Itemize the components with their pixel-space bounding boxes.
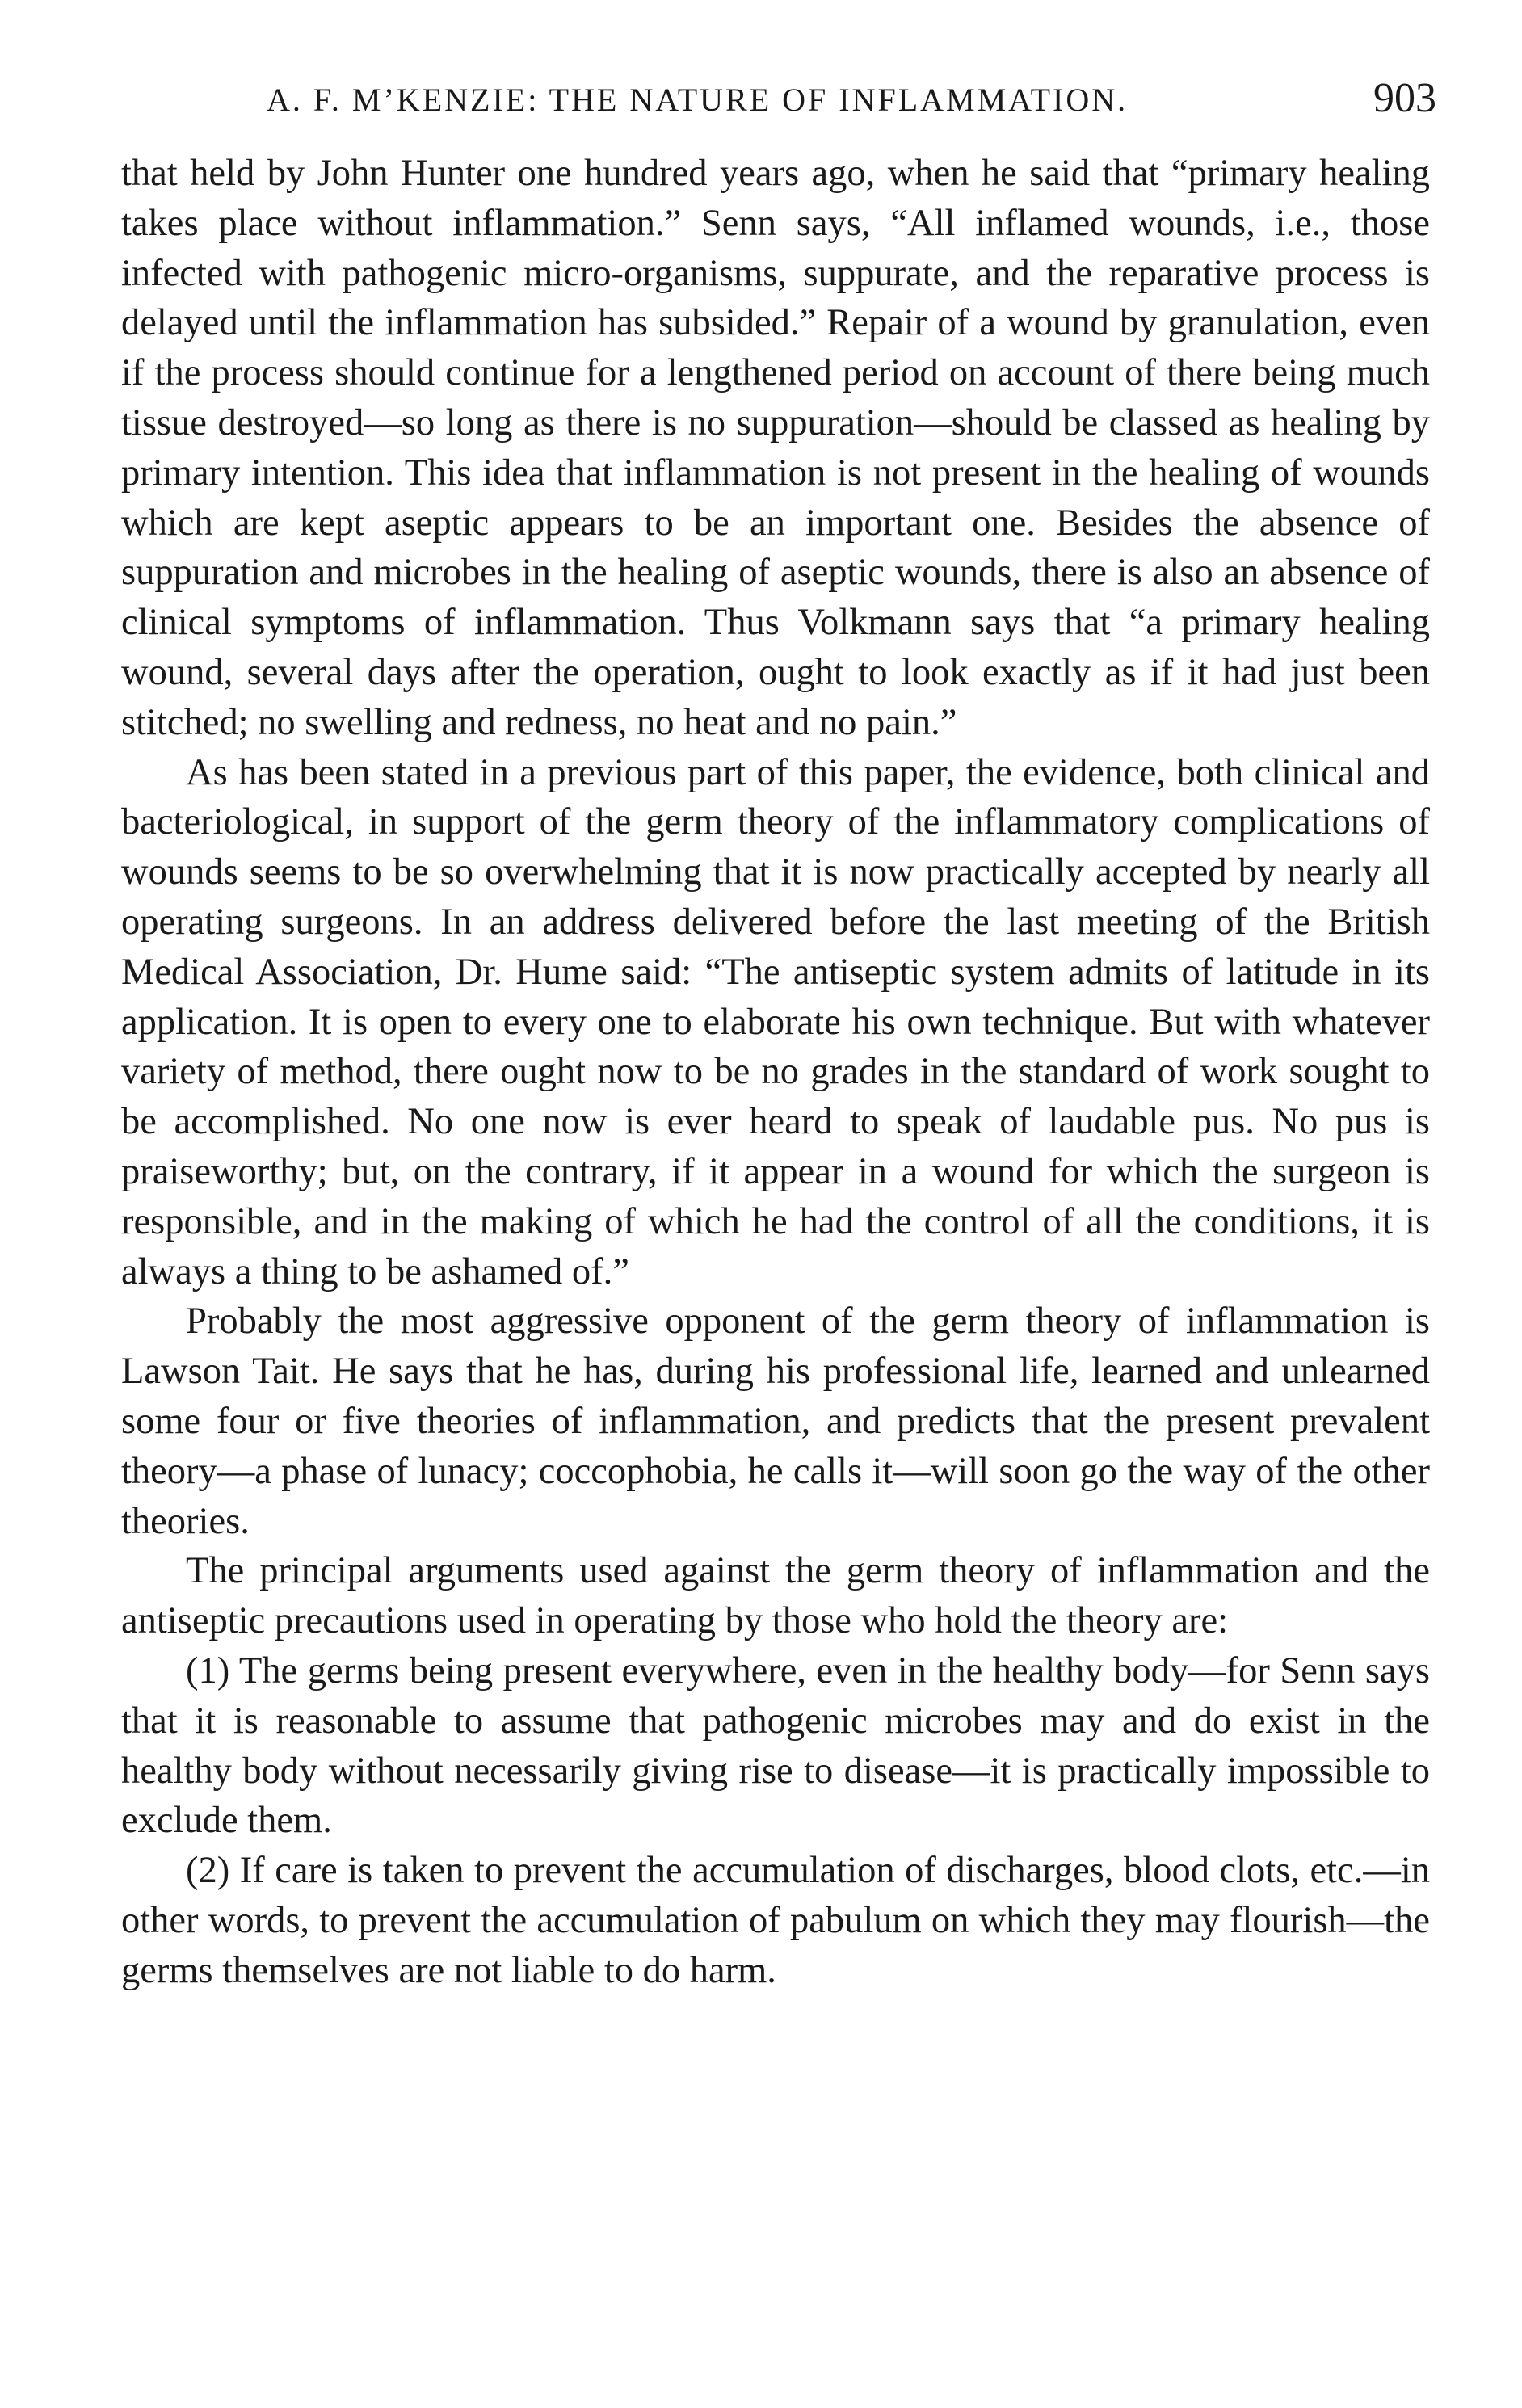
page-number: 903 <box>1373 75 1436 121</box>
paragraph: As has been stated in a previous part of this paper, the evidence, both clinical and bacteriological, in support of the germ theory of the inflammatory complications of wounds seems to be so overwhelming that it is now practically accepted by nearly all operating surgeons. In an address delivered before the last meeting of the British Medical Association, Dr. Hume said: “The antiseptic system admits of latitude in its application. It is open to every one to elaborate his own technique. But with whatever variety of method, there ought now to be no grades in the standard of work sought to be accomplished. No one now is ever heard to speak of laudable pus. No pus is praiseworthy; but, on the contrary, if it appear in a wound for which the surgeon is responsible, and in the making of which he had the control of all the conditions, it is always a thing to be ashamed of.” <box>121 751 1430 1292</box>
paragraph: The principal arguments used against the germ theory of inflammation and the antiseptic precautions used in operating by those who hold the theory are: <box>121 1550 1430 1642</box>
paragraph: that held by John Hunter one hundred years ago, when he said that “primary healing takes place without inflammation.” Senn says, “All inflamed wounds, i.e., those infected with pathogenic micro-organisms, suppurate, and the reparative process is delayed until the inflammation has subsided.” Repair of a wound by granulation, even if the process should continue for a lengthened period on account of there being much tissue destroyed—so long as there is no suppuration—should be classed as healing by primary intention. This idea that inflammation is not present in the healing of wounds which are kept aseptic appears to be an important one. Besides the absence of suppuration and microbes in the healing of aseptic wounds, there is also an absence of clinical symptoms of inflammation. Thus Volkmann says that “a primary healing wound, several days after the operation, ought to look exactly as if it had just been stitched; no swelling and redness, no heat and no pain.” <box>121 153 1430 743</box>
paragraph: (1) The germs being present everywhere, even in the healthy body—for Senn says that it is reasonable to assume that pathogenic microbes may and do exist in the healthy body without necessarily giving rise to disease—it is practically impossible to exclude them. <box>121 1649 1430 1842</box>
page <box>121 74 1436 1995</box>
running-head <box>121 74 1436 139</box>
paragraph: Probably the most aggressive opponent of the germ theory of inflammation is Lawson Tait. He says that he has, during his professional life, learned and unlearned some four or five theories of inflammation, and predicts that the present prevalent theory—a phase of lunacy; coccophobia, he calls it—will soon go the way of the other theories. <box>121 1301 1430 1542</box>
running-title: A. F. M’KENZIE: THE NATURE OF INFLAMMATION. <box>267 82 1129 118</box>
body-text <box>121 149 1430 1995</box>
paragraph: (2) If care is taken to prevent the accumulation of discharges, blood clots, etc.—in other words, to prevent the accumulation of pabulum on which they may flourish—the germs themselves are not liable to do harm. <box>121 1850 1430 1991</box>
